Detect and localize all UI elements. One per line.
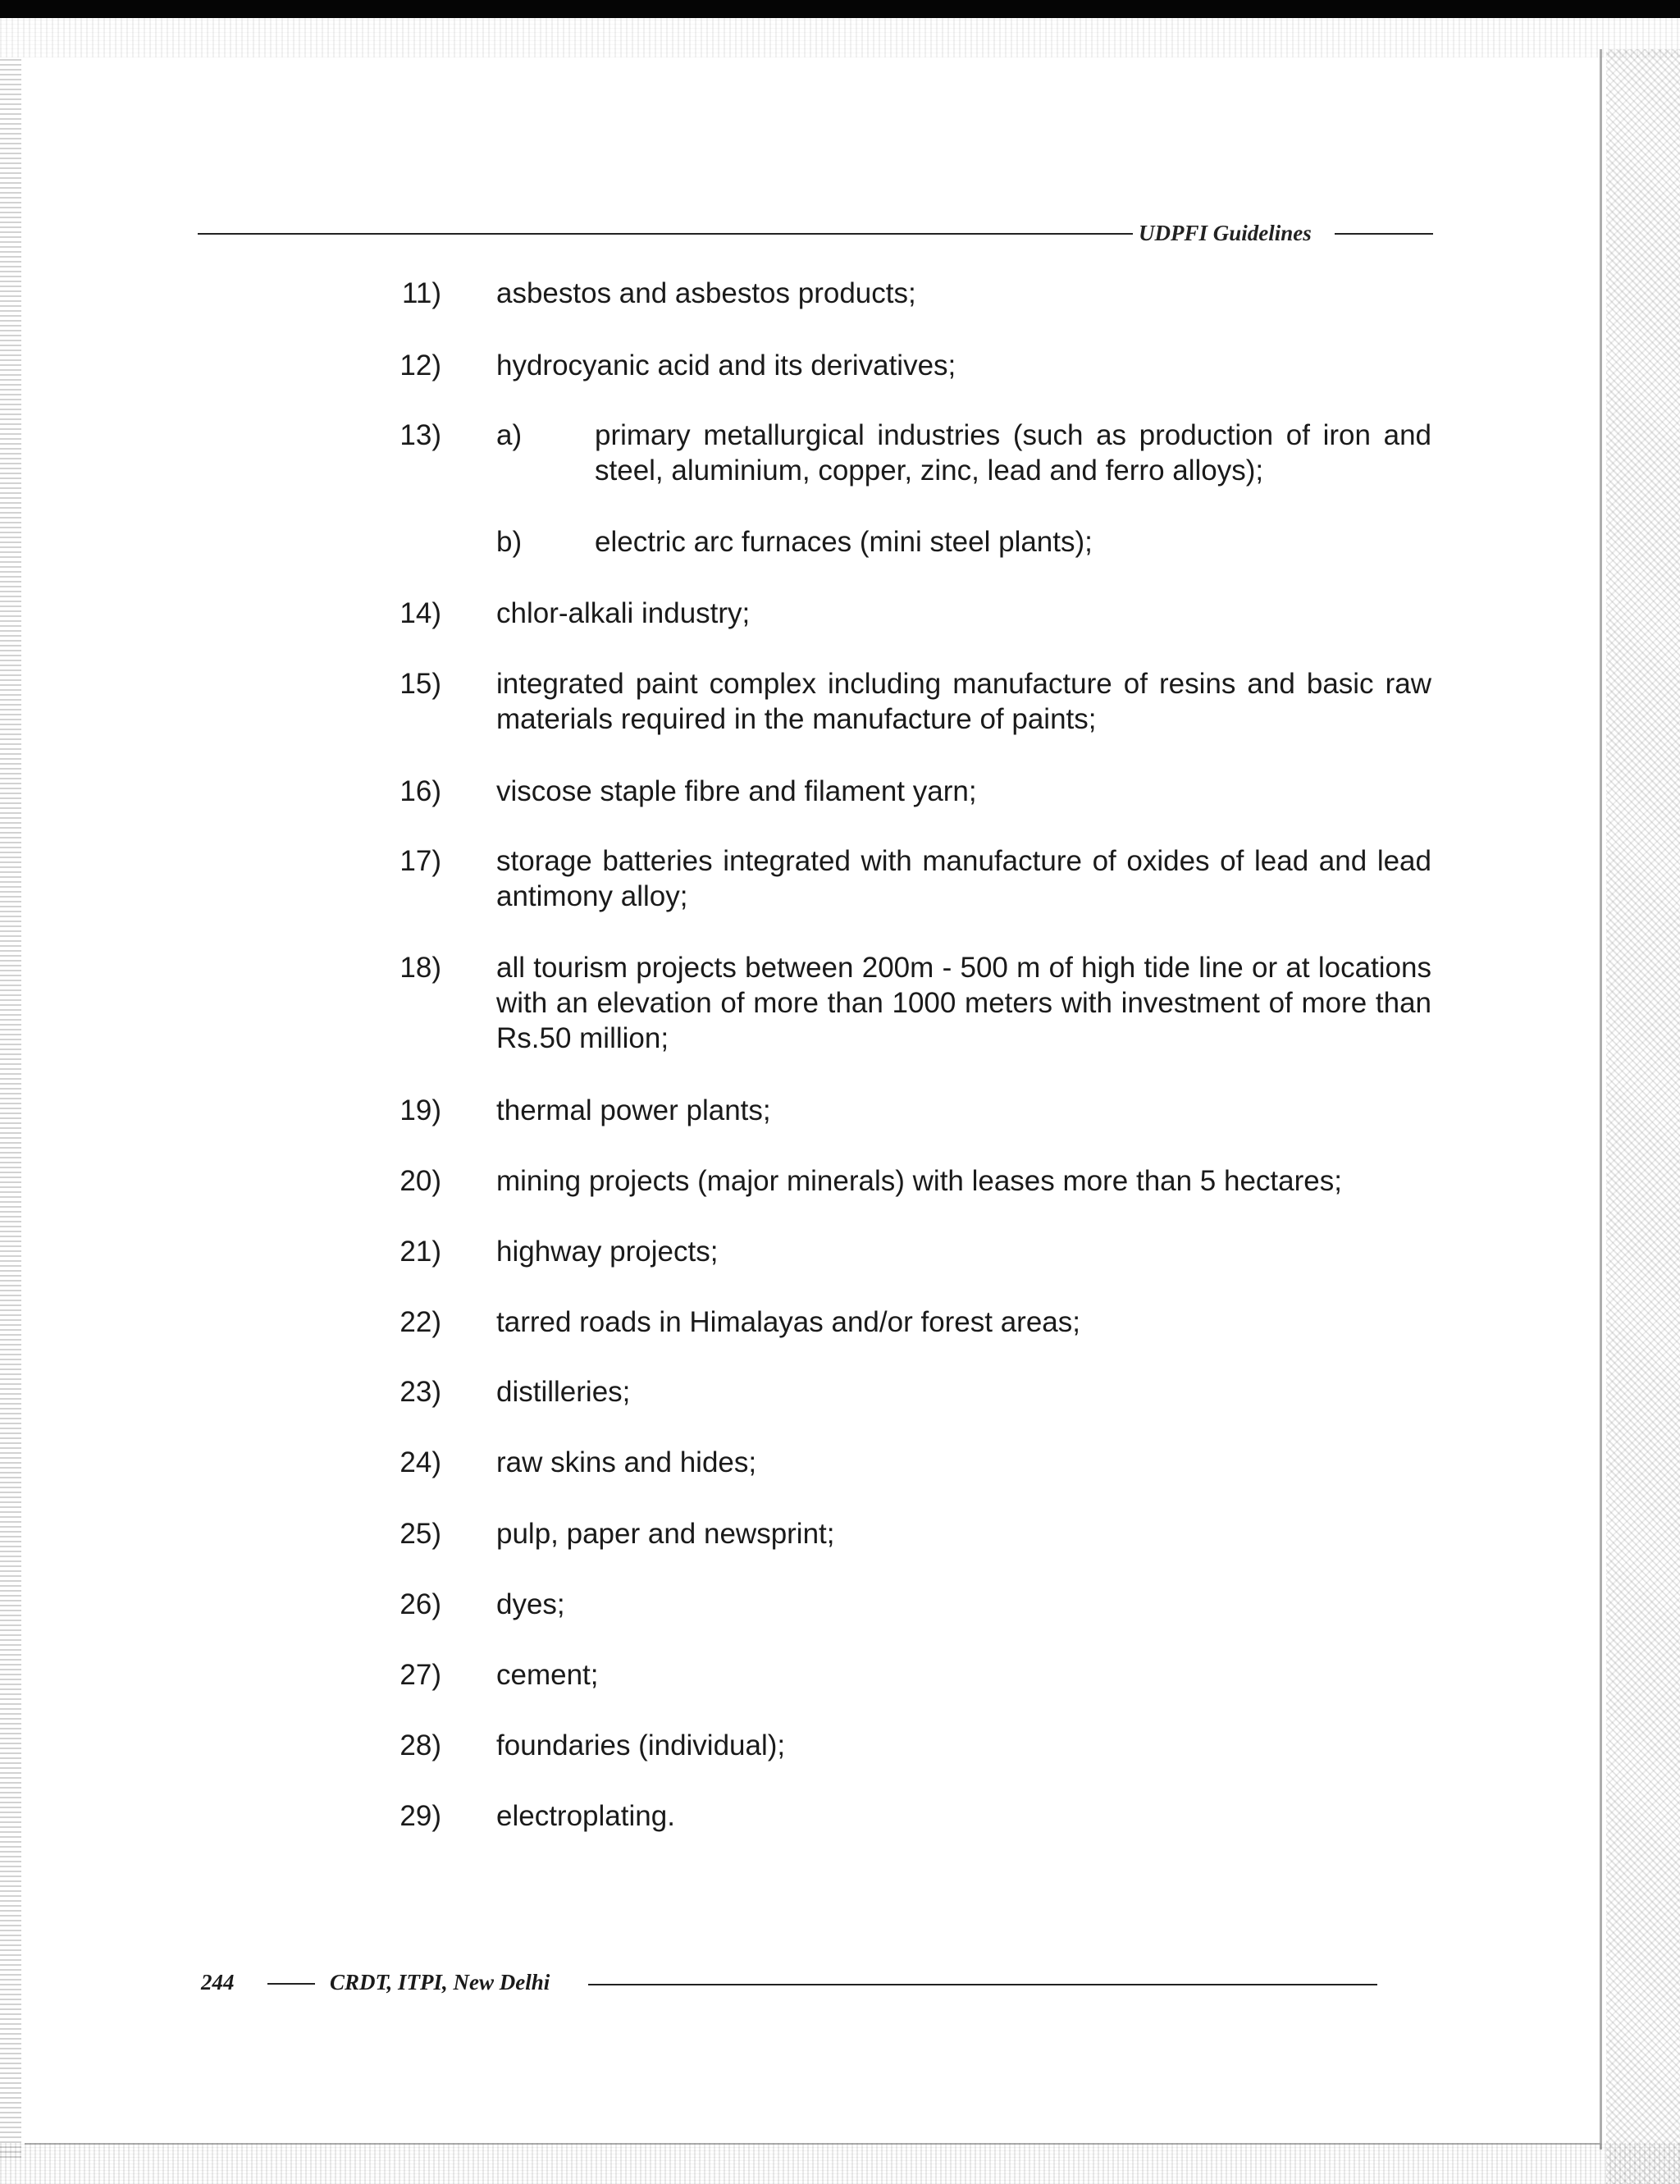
scan-right-noise <box>1606 49 1680 2184</box>
list-item-number: 14) <box>399 597 441 629</box>
footer-organization: CRDT, ITPI, New Delhi <box>330 1970 550 1994</box>
list-item-text: raw skins and hides; <box>496 1446 757 1478</box>
list-item-number: 20) <box>399 1165 441 1197</box>
list-item-number: 17) <box>399 845 441 877</box>
scan-left-edge <box>0 57 21 2158</box>
list-item-number: 26) <box>399 1588 441 1620</box>
list-item-text: highway projects; <box>496 1236 719 1268</box>
list-item-number: 21) <box>399 1236 441 1268</box>
sub-item-text: electric arc furnaces (mini steel plants); <box>595 526 1093 558</box>
list-item-number: 12) <box>399 350 441 382</box>
scan-bottom-edge-line <box>25 2143 1600 2145</box>
list-item-number: 23) <box>399 1376 441 1408</box>
scan-bottom-noise <box>0 2143 1680 2184</box>
list-item-text: asbestos and asbestos products; <box>496 277 916 309</box>
sub-item-letter: b) <box>496 526 523 558</box>
list-item-text: cement; <box>496 1659 599 1691</box>
header-rule-left <box>198 233 1133 235</box>
list-item-text: storage batteries integrated with manufacture of oxides of lead and lead antimony alloy; <box>496 845 1431 912</box>
list-item-number: 25) <box>399 1518 441 1550</box>
list-item-text: pulp, paper and newsprint; <box>496 1518 835 1550</box>
footer-dash <box>267 1983 315 1985</box>
list-item-number: 16) <box>399 775 441 807</box>
running-header: UDPFI Guidelines <box>1139 221 1312 245</box>
sub-item-text: primary metallurgical industries (such as production of iron and steel, aluminium, copper, zinc, lead and ferro alloys); <box>595 419 1431 487</box>
list-item-text: dyes; <box>496 1588 565 1620</box>
list-item-number: 28) <box>399 1729 441 1761</box>
list-item-text: distilleries; <box>496 1376 631 1408</box>
list-item-number: 15) <box>399 668 441 700</box>
page-number: 244 <box>201 1970 235 1994</box>
list-item-number: 11) <box>402 277 441 309</box>
scan-top-noise <box>0 18 1680 57</box>
list-item-text: chlor-alkali industry; <box>496 597 751 629</box>
scan-top-border <box>0 0 1680 18</box>
list-item-text: electroplating. <box>496 1800 675 1832</box>
footer-rule <box>588 1984 1377 1985</box>
list-item-number: 29) <box>399 1800 441 1832</box>
header-rule-right <box>1335 233 1433 235</box>
list-item-text: viscose staple fibre and filament yarn; <box>496 775 977 807</box>
list-item-number: 19) <box>399 1094 441 1126</box>
list-item-text: thermal power plants; <box>496 1094 771 1126</box>
list-item-text: foundaries (individual); <box>496 1729 786 1761</box>
list-item-number: 24) <box>399 1446 441 1478</box>
list-item-text: integrated paint complex including manufacture of resins and basic raw materials required in the manufacture of paints; <box>496 668 1431 735</box>
list-item-text: tarred roads in Himalayas and/or forest areas; <box>496 1306 1080 1338</box>
list-item-text: hydrocyanic acid and its derivatives; <box>496 350 956 382</box>
list-item-number: 18) <box>399 952 441 984</box>
list-item-number: 27) <box>399 1659 441 1691</box>
list-item-number: 13) <box>399 419 441 451</box>
list-item-text: mining projects (major minerals) with leases more than 5 hectares; <box>496 1165 1342 1197</box>
list-item-number: 22) <box>399 1306 441 1338</box>
list-item-text: all tourism projects between 200m - 500 m of high tide line or at locations with an elevation of more than 1000 meters with investment of more than Rs.50 million; <box>496 952 1431 1054</box>
sub-item-letter: a) <box>496 419 523 451</box>
scan-right-edge-line <box>1600 49 1602 2150</box>
